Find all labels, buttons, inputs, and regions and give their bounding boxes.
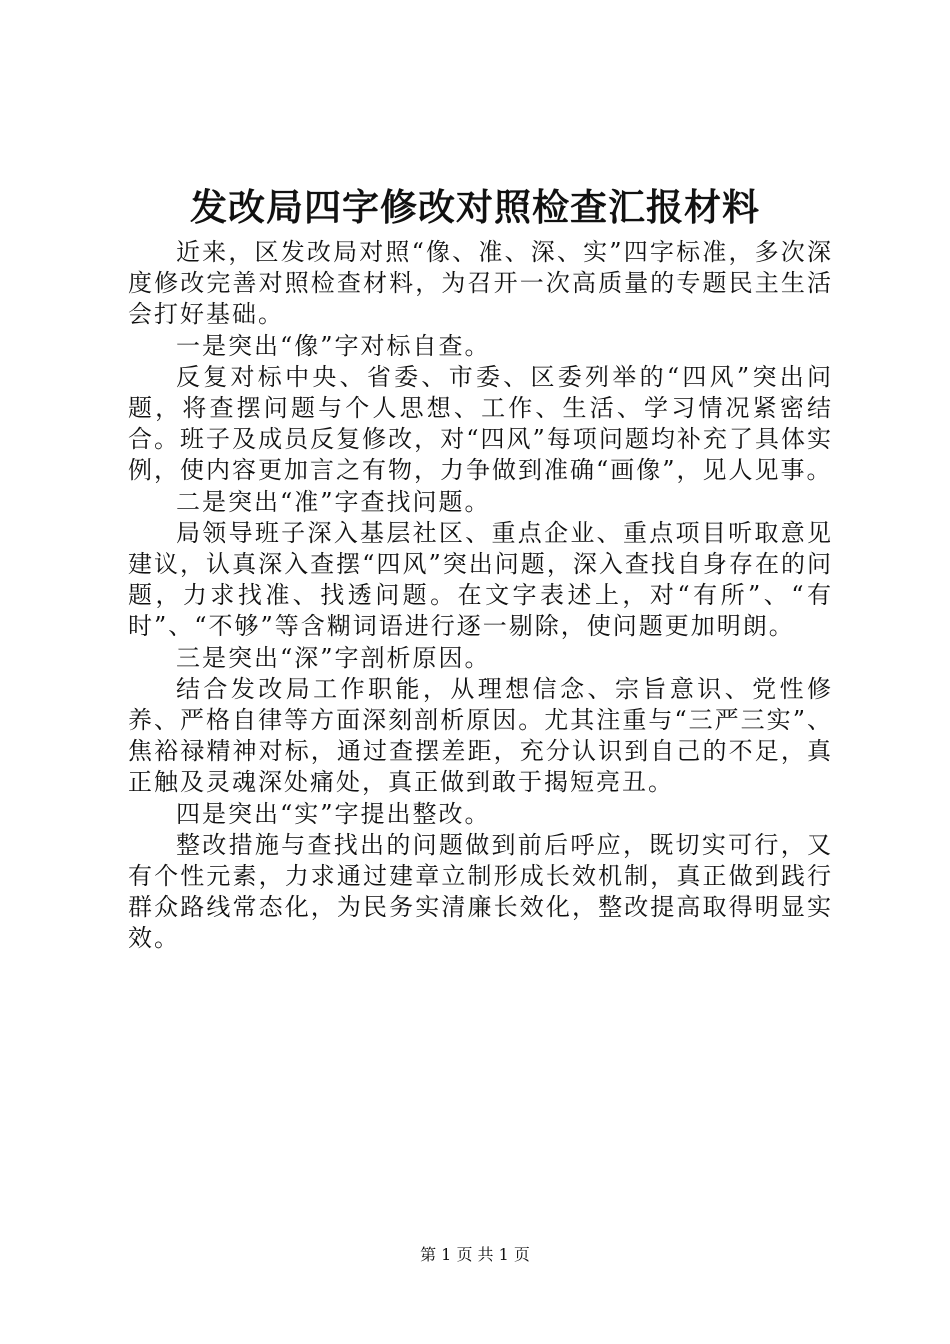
document-body	[128, 237, 833, 955]
heading-point-3: 三是突出“深”字剖析原因。	[176, 643, 491, 672]
page-footer: 第 1 页 共 1 页	[420, 1245, 530, 1264]
paragraph-point-3: 结合发改局工作职能，从理想信念、宗旨意识、党性修养、严格自律等方面深刻剖析原因。尤其注重与“三严三实”、焦裕禄精神对标，通过查摆差距，充分认识到自己的不足，真正触及灵魂深处痛处，真正做到敢于揭短亮丑。	[128, 674, 833, 797]
paragraph-point-1: 反复对标中央、省委、市委、区委列举的“四风”突出问题，将查摆问题与个人思想、工作、生活、学习情况紧密结合。班子及成员反复修改，对“四风”每项问题均补充了具体实例，使内容更加言之有物，力争做到准确“画像”，见人见事。	[128, 362, 833, 485]
paragraph-point-4: 整改措施与查找出的问题做到前后呼应，既切实可行，又有个性元素，力求通过建章立制形成长效机制，真正做到践行群众路线常态化，为民务实清廉长效化，整改提高取得明显实效。	[128, 830, 833, 953]
heading-point-4: 四是突出“实”字提出整改。	[176, 799, 491, 828]
document-title: 发改局四字修改对照检查汇报材料	[190, 185, 760, 229]
paragraph-intro: 近来，区发改局对照“像、准、深、实”四字标准，多次深度修改完善对照检查材料，为召开一次高质量的专题民主生活会打好基础。	[128, 238, 833, 329]
heading-point-1: 一是突出“像”字对标自查。	[176, 331, 491, 360]
heading-point-2: 二是突出“准”字查找问题。	[176, 487, 491, 516]
paragraph-point-2: 局领导班子深入基层社区、重点企业、重点项目听取意见建议，认真深入查摆“四风”突出问题，深入查找自身存在的问题，力求找准、找透问题。在文字表述上，对“有所”、“有时”、“不够”等含糊词语进行逐一剔除，使问题更加明朗。	[128, 518, 833, 641]
